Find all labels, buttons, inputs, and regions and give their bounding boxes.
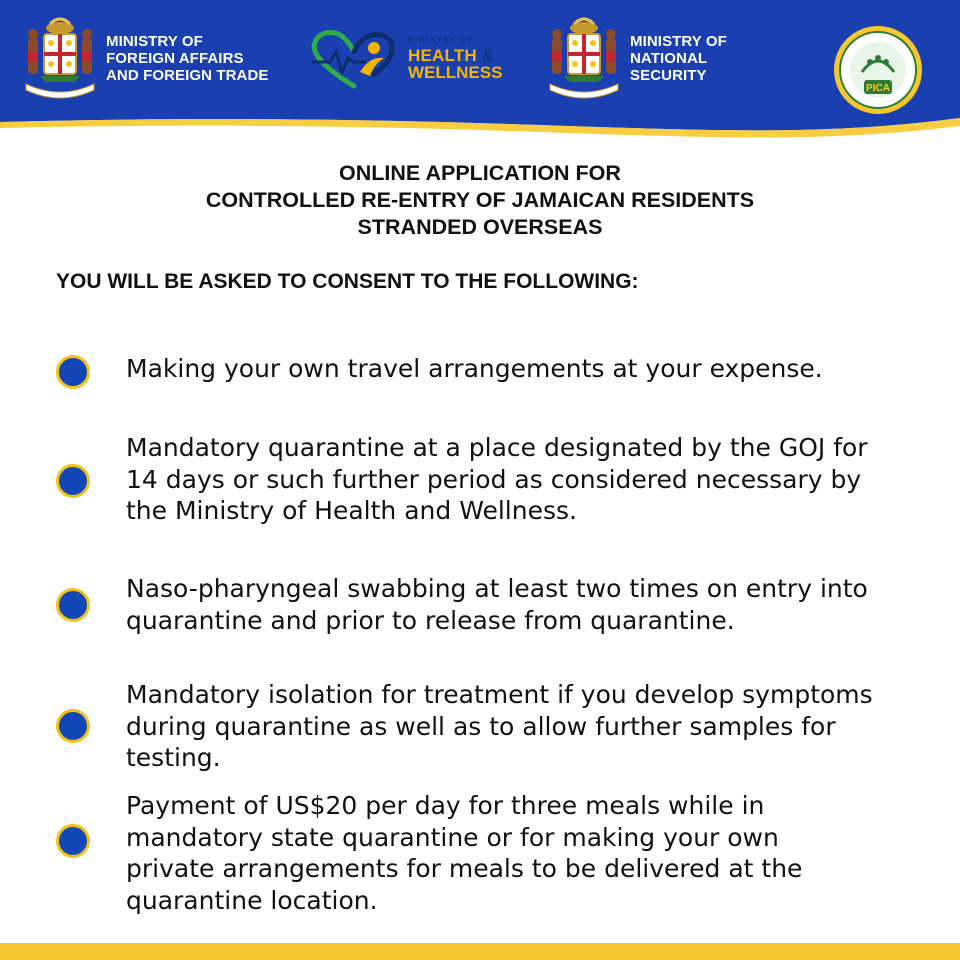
org-health-wellness: [308, 28, 502, 90]
org-name-line: [408, 47, 502, 64]
jamaica-coat-of-arms-icon: [14, 12, 106, 104]
consent-item-text: [126, 573, 926, 636]
footer-bar: [0, 943, 960, 960]
bullet-icon: [56, 588, 90, 622]
consent-item-line: mandatory state quarantine or for making your own: [126, 822, 779, 852]
org-foreign-affairs: [14, 12, 269, 104]
title-line: CONTROLLED RE-ENTRY OF JAMAICAN RESIDENTS: [205, 188, 755, 212]
consent-item-line: Mandatory quarantine at a place designated by the GOJ for: [126, 433, 868, 462]
consent-item-text: [126, 679, 926, 774]
consent-item-text: [126, 353, 926, 385]
consent-item-line: Mandatory isolation for treatment if you develop symptoms: [126, 680, 873, 709]
pica-seal-icon: [832, 24, 924, 116]
org-name-line: SECURITY: [630, 66, 707, 84]
consent-item-line: quarantine location.: [126, 885, 378, 915]
bullet-icon: [56, 355, 90, 389]
title-line: STRANDED OVERSEAS: [357, 215, 603, 239]
org-name-line: WELLNESS: [408, 62, 503, 82]
consent-item-line: 14 days or such further period as considered necessary by: [126, 464, 862, 494]
jamaica-coat-of-arms-icon: [538, 12, 630, 104]
org-name-line: MINISTRY OF: [630, 32, 727, 50]
consent-item-line: private arrangements for meals to be delivered at the: [126, 854, 803, 883]
org-national-security-name: [630, 33, 727, 84]
bullet-icon: [56, 464, 90, 498]
consent-heading: YOU WILL BE ASKED TO CONSENT TO THE FOLLOWING:: [56, 270, 639, 293]
bullet-icon: [56, 824, 90, 858]
heart-pulse-logo-icon: [308, 28, 400, 90]
page-title: [0, 160, 960, 241]
org-name-ampersand: &: [476, 45, 494, 65]
org-foreign-affairs-name: [106, 33, 269, 84]
consent-item-text: [126, 432, 926, 527]
org-name-line: NATIONAL: [630, 49, 708, 67]
org-name-word: HEALTH: [408, 45, 477, 65]
org-name-small: MINISTRY OF: [408, 37, 475, 44]
header-banner: [0, 0, 960, 150]
org-name-line: AND FOREIGN TRADE: [106, 66, 269, 84]
org-health-wellness-name: [408, 38, 502, 81]
consent-item-line: Making your own travel arrangements at your expense.: [126, 354, 823, 383]
org-name-line: FOREIGN AFFAIRS: [106, 49, 244, 67]
consent-item-line: during quarantine as well as to allow further samples for: [126, 711, 836, 741]
org-national-security: [538, 12, 727, 104]
consent-item-text: [126, 790, 926, 916]
consent-item-line: the Ministry of Health and Wellness.: [126, 496, 577, 525]
bullet-icon: [56, 709, 90, 743]
consent-item-line: Payment of US$20 per day for three meals while in: [126, 791, 765, 820]
title-line: ONLINE APPLICATION FOR: [339, 161, 621, 185]
consent-item-line: testing.: [126, 743, 221, 772]
consent-item-line: Naso-pharyngeal swabbing at least two times on entry into: [126, 574, 868, 603]
consent-item-line: quarantine and prior to release from quarantine.: [126, 605, 735, 635]
svg-text:PICA: PICA: [866, 83, 890, 94]
org-name-line: MINISTRY OF: [106, 32, 203, 50]
